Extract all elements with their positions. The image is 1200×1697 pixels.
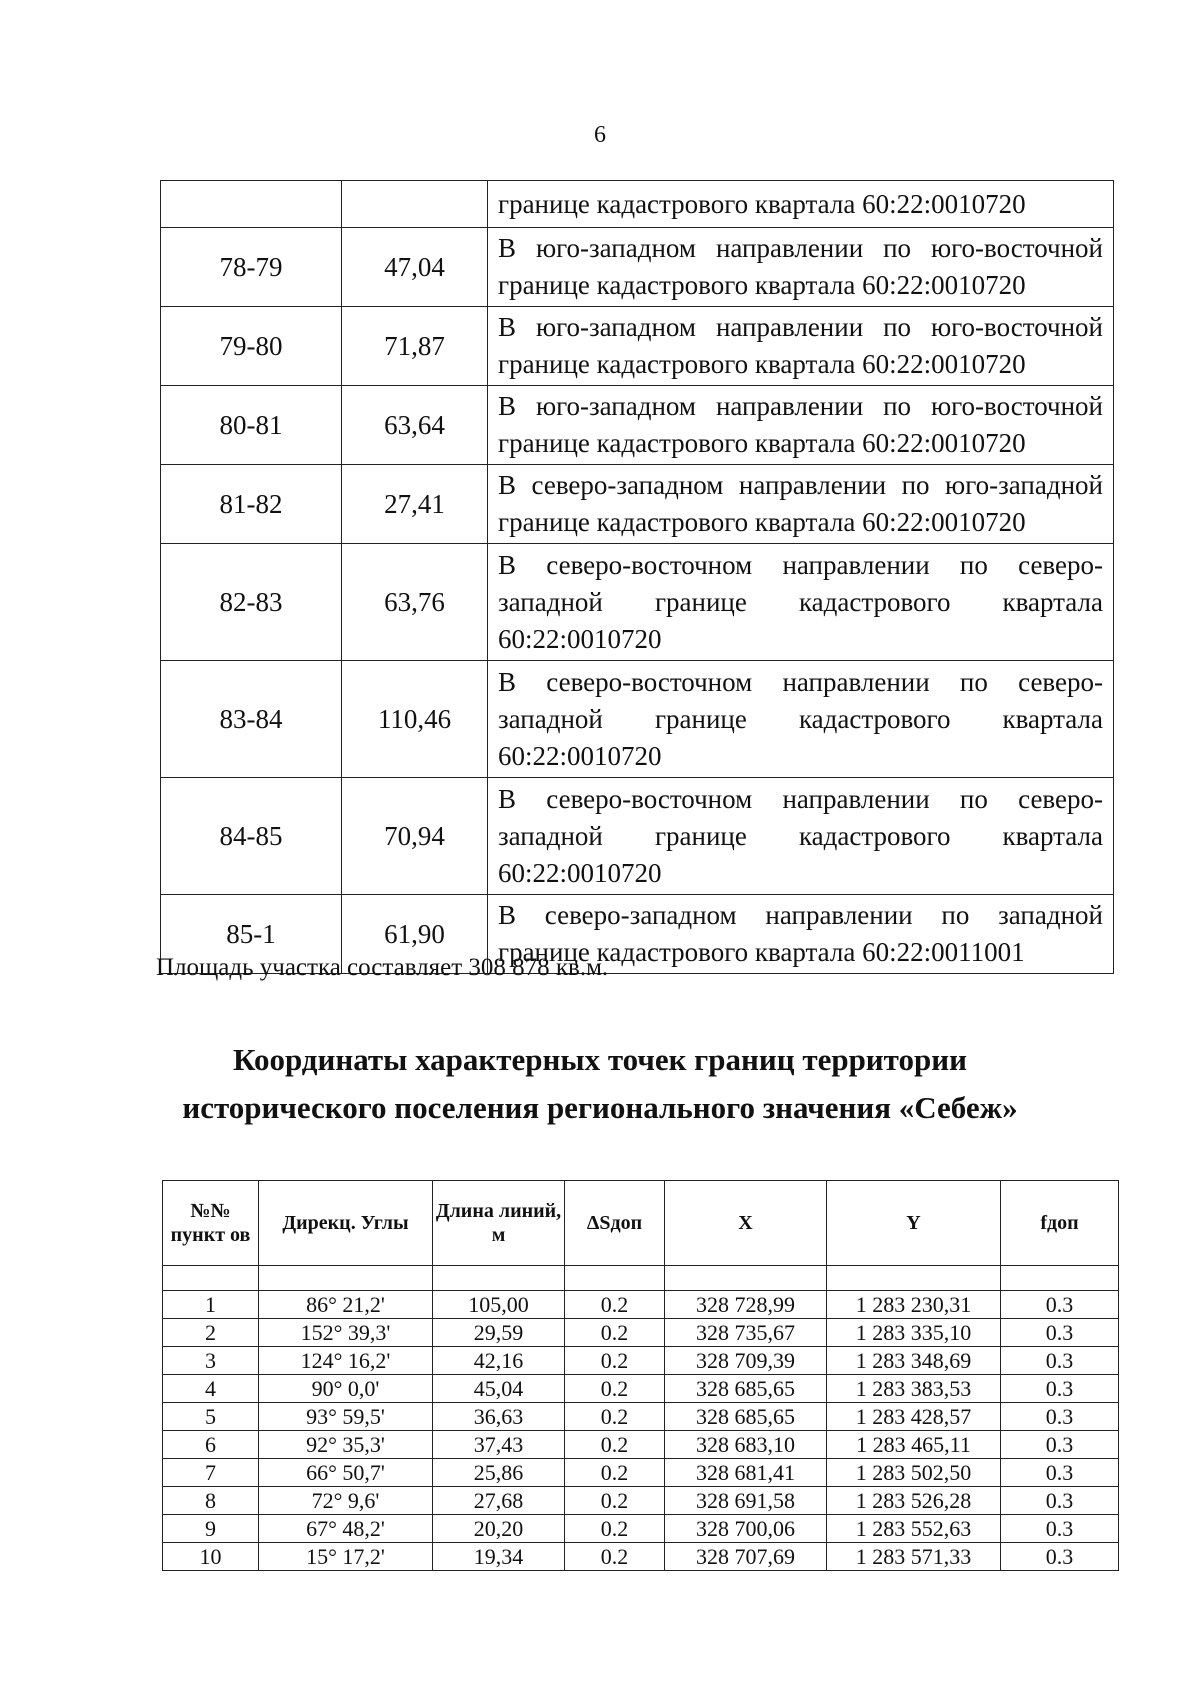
point-number-cell: 2 [163,1319,259,1347]
y-cell: 1 283 335,10 [827,1319,1001,1347]
delta-s-cell: 0.2 [565,1543,665,1571]
f-cell: 0.3 [1001,1319,1119,1347]
f-cell: 0.3 [1001,1459,1119,1487]
line-length-cell: 27,68 [433,1487,565,1515]
length-cell: 63,76 [342,544,488,661]
boundary-row [161,386,1114,465]
description-cell: В юго-западном направлении по юго-восточной границе кадастрового квартала 60:22:0010720 [488,228,1114,307]
delta-s-cell: 0.2 [565,1319,665,1347]
x-cell: 328 685,65 [665,1403,827,1431]
table-row [163,1319,1119,1347]
x-cell: 328 728,99 [665,1291,827,1319]
description-cell: В юго-западном направлении по юго-восточной границе кадастрового квартала 60:22:0010720 [488,386,1114,465]
length-cell: 70,94 [342,778,488,895]
y-header: Y [827,1181,1001,1266]
length-cell: 110,46 [342,661,488,778]
section-title-line-1: Координаты характерных точек границ территории [233,1042,967,1077]
direction-angle-cell: 152° 39,3' [259,1319,433,1347]
boundary-description-table [160,180,1114,974]
direction-angle-cell: 90° 0,0' [259,1375,433,1403]
segment-cell: 79-80 [161,307,342,386]
table-row [163,1515,1119,1543]
direction-angle-cell: 86° 21,2' [259,1291,433,1319]
delta-s-cell: 0.2 [565,1375,665,1403]
coordinates-header-row [163,1181,1119,1266]
table-row [163,1431,1119,1459]
point-number-cell: 4 [163,1375,259,1403]
delta-s-cell: 0.2 [565,1347,665,1375]
x-cell: 328 707,69 [665,1543,827,1571]
x-cell: 328 681,41 [665,1459,827,1487]
delta-s-cell: 0.2 [565,1291,665,1319]
table-row [163,1291,1119,1319]
empty-cell [433,1266,565,1291]
section-title [0,1036,1200,1132]
point-number-cell: 10 [163,1543,259,1571]
y-cell: 1 283 526,28 [827,1487,1001,1515]
y-cell: 1 283 428,57 [827,1403,1001,1431]
coordinates-table-body [163,1266,1119,1571]
delta-s-cell: 0.2 [565,1403,665,1431]
delta-s-cell: 0.2 [565,1487,665,1515]
line-length-cell: 20,20 [433,1515,565,1543]
empty-cell [665,1266,827,1291]
y-cell: 1 283 348,69 [827,1347,1001,1375]
empty-cell [827,1266,1001,1291]
line-length-cell: 105,00 [433,1291,565,1319]
segment-cell: 78-79 [161,228,342,307]
point-number-header: №№ пункт ов [163,1181,259,1266]
section-title-line-2: исторического поселения регионального значения «Себеж» [182,1090,1018,1125]
f-cell: 0.3 [1001,1515,1119,1543]
f-cell: 0.3 [1001,1403,1119,1431]
direction-angle-cell: 93° 59,5' [259,1403,433,1431]
table-row [163,1459,1119,1487]
boundary-row [161,465,1114,544]
table-row [163,1543,1119,1571]
length-cell: 63,64 [342,386,488,465]
direction-angle-cell: 66° 50,7' [259,1459,433,1487]
direction-angle-cell: 72° 9,6' [259,1487,433,1515]
line-length-cell: 45,04 [433,1375,565,1403]
description-cell: В юго-западном направлении по юго-восточной границе кадастрового квартала 60:22:0010720 [488,307,1114,386]
segment-cell: 83-84 [161,661,342,778]
length-cell [342,181,488,228]
y-cell: 1 283 502,50 [827,1459,1001,1487]
f-cell: 0.3 [1001,1431,1119,1459]
x-cell: 328 709,39 [665,1347,827,1375]
boundary-table-body [161,181,1114,974]
segment-cell: 85-1 [161,895,342,974]
line-length-cell: 19,34 [433,1543,565,1571]
length-cell: 47,04 [342,228,488,307]
y-cell: 1 283 552,63 [827,1515,1001,1543]
description-cell: границе кадастрового квартала 60:22:0010720 [488,181,1114,228]
line-length-cell: 25,86 [433,1459,565,1487]
x-cell: 328 691,58 [665,1487,827,1515]
boundary-row [161,661,1114,778]
description-cell: В северо-западном направлении по западной границе кадастрового квартала 60:22:0011001 [488,895,1114,974]
f-cell: 0.3 [1001,1543,1119,1571]
length-cell: 27,41 [342,465,488,544]
point-number-cell: 3 [163,1347,259,1375]
line-length-header: Длина линий, м [433,1181,565,1266]
x-cell: 328 685,65 [665,1375,827,1403]
description-cell: В северо-восточном направлении по северо-западной границе кадастрового квартала 60:22:0010720 [488,778,1114,895]
segment-cell: 84-85 [161,778,342,895]
empty-cell [163,1266,259,1291]
delta-s-cell: 0.2 [565,1515,665,1543]
x-cell: 328 683,10 [665,1431,827,1459]
line-length-cell: 29,59 [433,1319,565,1347]
segment-cell: 81-82 [161,465,342,544]
empty-cell [1001,1266,1119,1291]
x-cell: 328 735,67 [665,1319,827,1347]
direction-angle-cell: 67° 48,2' [259,1515,433,1543]
delta-s-header: ΔSдоп [565,1181,665,1266]
page-number: 6 [594,122,606,148]
y-cell: 1 283 571,33 [827,1543,1001,1571]
delta-s-cell: 0.2 [565,1431,665,1459]
direction-angle-cell: 15° 17,2' [259,1543,433,1571]
delta-s-cell: 0.2 [565,1459,665,1487]
direction-angle-header: Дирекц. Углы [259,1181,433,1266]
line-length-cell: 42,16 [433,1347,565,1375]
table-row [163,1403,1119,1431]
point-number-cell: 8 [163,1487,259,1515]
table-row [163,1375,1119,1403]
empty-row [163,1266,1119,1291]
point-number-cell: 1 [163,1291,259,1319]
empty-cell [259,1266,433,1291]
f-cell: 0.3 [1001,1375,1119,1403]
table-row [163,1347,1119,1375]
direction-angle-cell: 92° 35,3' [259,1431,433,1459]
length-cell: 61,90 [342,895,488,974]
boundary-row [161,307,1114,386]
line-length-cell: 36,63 [433,1403,565,1431]
table-row [163,1487,1119,1515]
f-cell: 0.3 [1001,1291,1119,1319]
area-statement: Площадь участка составляет 308 878 кв.м. [156,954,609,981]
length-cell: 71,87 [342,307,488,386]
description-cell: В северо-восточном направлении по северо-западной границе кадастрового квартала 60:22:0010720 [488,544,1114,661]
line-length-cell: 37,43 [433,1431,565,1459]
empty-cell [565,1266,665,1291]
segment-cell: 82-83 [161,544,342,661]
boundary-row [161,544,1114,661]
description-cell: В северо-западном направлении по юго-западной границе кадастрового квартала 60:22:0010720 [488,465,1114,544]
y-cell: 1 283 230,31 [827,1291,1001,1319]
x-cell: 328 700,06 [665,1515,827,1543]
x-header: X [665,1181,827,1266]
f-cell: 0.3 [1001,1487,1119,1515]
description-cell: В северо-восточном направлении по северо-западной границе кадастрового квартала 60:22:0010720 [488,661,1114,778]
boundary-row [161,778,1114,895]
boundary-row [161,181,1114,228]
direction-angle-cell: 124° 16,2' [259,1347,433,1375]
y-cell: 1 283 383,53 [827,1375,1001,1403]
f-cell: 0.3 [1001,1347,1119,1375]
y-cell: 1 283 465,11 [827,1431,1001,1459]
segment-cell: 80-81 [161,386,342,465]
point-number-cell: 9 [163,1515,259,1543]
f-header: fдоп [1001,1181,1119,1266]
coordinates-table [162,1180,1119,1571]
boundary-row [161,228,1114,307]
point-number-cell: 7 [163,1459,259,1487]
segment-cell [161,181,342,228]
point-number-cell: 5 [163,1403,259,1431]
point-number-cell: 6 [163,1431,259,1459]
